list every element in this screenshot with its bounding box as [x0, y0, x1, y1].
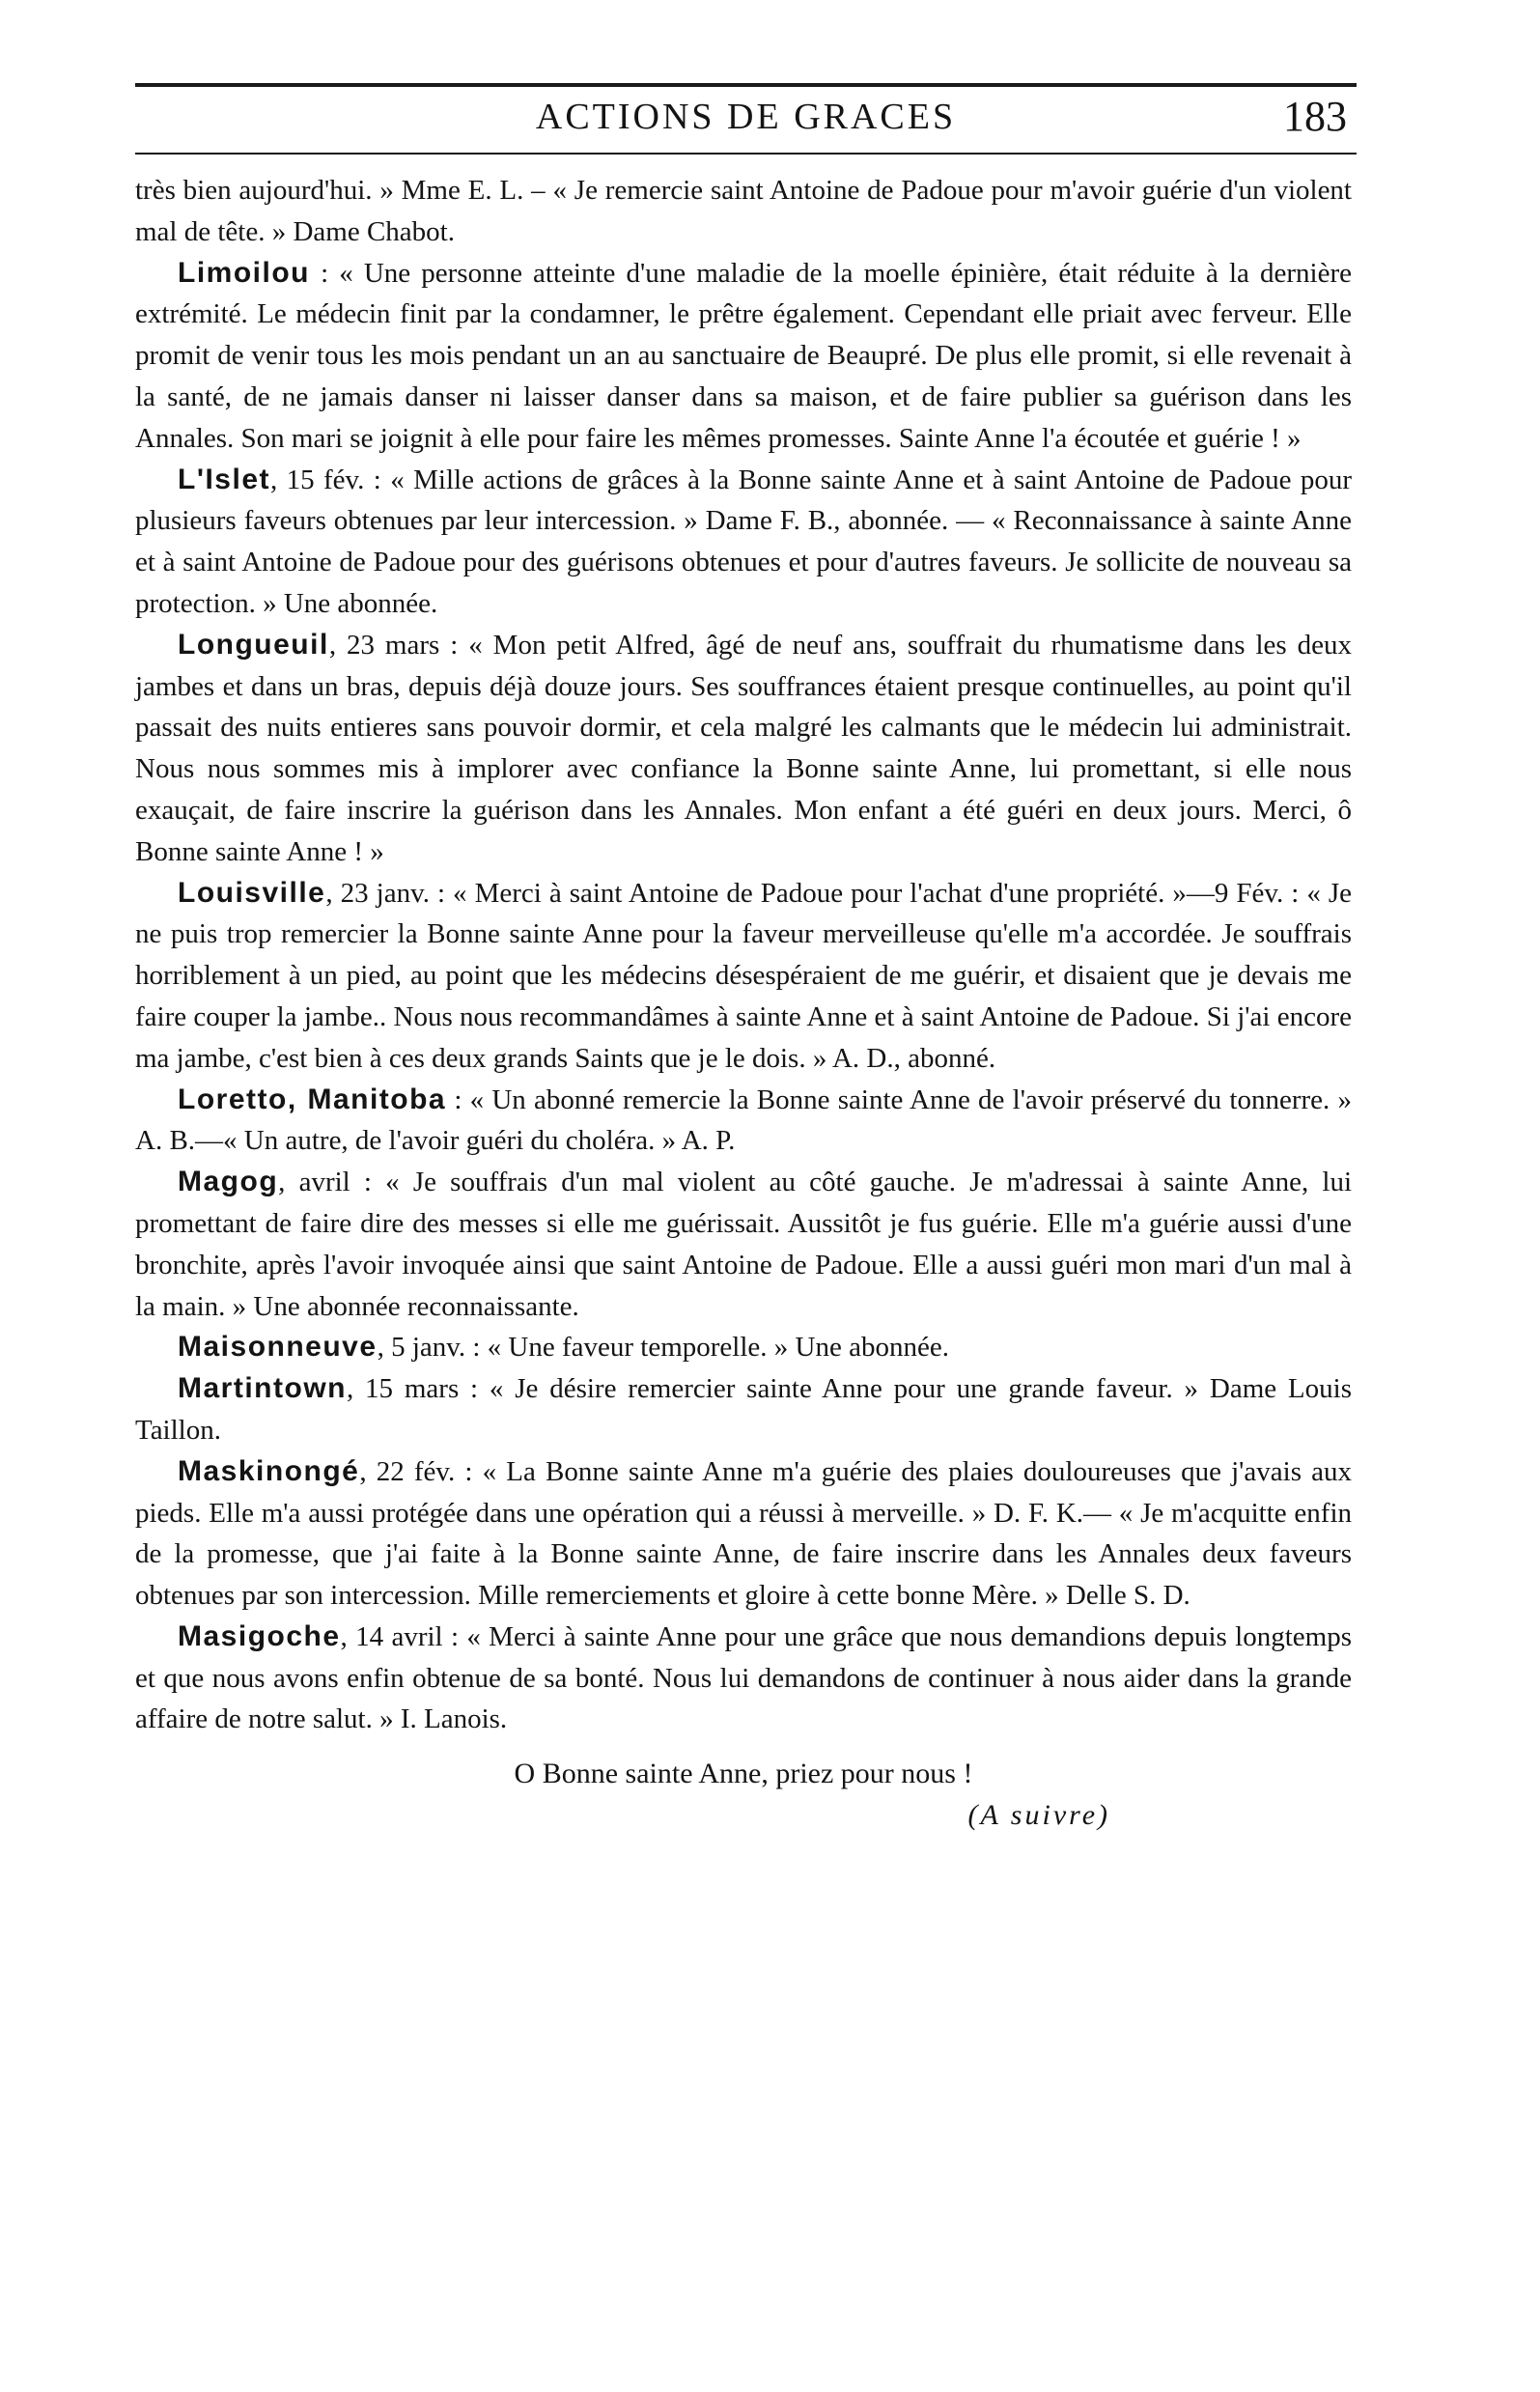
entry-louisville	[135, 873, 1352, 1080]
entry-text: : « Une personne atteinte d'une maladie de la moelle épinière, était réduite à la dernière extrémité. Le médecin finit par la condamner, le prêtre également. Cependant elle priait avec ferveur. Elle promit de venir tous les mois pendant un an au sanctuaire de Beaupré. De plus elle promit, si elle revenait à la santé, de ne jamais danser ni laisser danser dans sa maison, et de faire publier sa guérison dans les Annales. Son mari se joignit à elle pour faire les mêmes promesses. Sainte Anne l'a écoutée et guérie ! »	[135, 257, 1352, 454]
entry-place: Longueuil	[178, 628, 329, 661]
entry-place: Louisville	[178, 876, 326, 909]
entry-lislet	[135, 460, 1352, 625]
article-body	[135, 170, 1352, 1837]
entry-text: : « Un abonné remercie la Bonne sainte Anne de l'avoir préservé du tonnerre. » A. B.—« Un autre, de l'avoir guéri du choléra. » A. P.	[135, 1083, 1352, 1157]
entry-text: , avril : « Je souffrais d'un mal violent au côté gauche. Je m'adressai à sainte Anne, lui promettant de faire dire des messes si elle me guérissait. Aussitôt je fus guérie. Elle m'a guérie aussi d'une bronchite, après l'avoir invoquée ainsi que saint Antoine de Padoue. Elle a aussi guéri mon mari d'un mal à la main. » Une abonnée reconnaissante.	[135, 1167, 1352, 1322]
entry-text: , 15 fév. : « Mille actions de grâces à la Bonne sainte Anne et à saint Antoine de Padoue pour plusieurs faveurs obtenues par leur intercession. » Dame F. B., abonnée. — « Reconnaissance à sainte Anne et à saint Antoine de Padoue pour des guérisons obtenues et pour d'autres faveurs. Je sollicite de nouveau sa protection. » Une abonnée.	[135, 464, 1352, 619]
entry-masigoche	[135, 1617, 1352, 1740]
entry-text: , 15 mars : « Je désire remercier sainte Anne pour une grande faveur. » Dame Louis Taillon.	[135, 1373, 1352, 1446]
entry-martintown	[135, 1368, 1352, 1451]
header-top-rule	[135, 83, 1357, 87]
entry-place: Martintown	[178, 1372, 347, 1405]
closing-prayer: O Bonne sainte Anne, priez pour nous !	[514, 1758, 973, 1790]
header-bottom-rule	[135, 153, 1357, 155]
running-title: ACTIONS DE GRACES	[535, 97, 957, 137]
entry-text: , 22 fév. : « La Bonne sainte Anne m'a guérie des plaies douloureuses que j'avais aux pieds. Elle m'a aussi protégée dans une opération qui a réussi à merveille. » D. F. K.— « Je m'acquitte enfin de la promesse, que j'ai faite à la Bonne sainte Anne, de faire inscrire dans les Annales deux faveurs obtenues par son intercession. Mille remerciements et gloire à cette bonne Mère. » Delle S. D.	[135, 1455, 1352, 1612]
entry-loretto	[135, 1080, 1352, 1163]
entry-place: Loretto, Manitoba	[178, 1083, 447, 1115]
entry-maisonneuve	[135, 1327, 1352, 1368]
entry-text: très bien aujourd'hui. » Mme E. L. – « Je remercie saint Antoine de Padoue pour m'avoir guérie d'un violent mal de tête. » Dame Chabot.	[135, 175, 1352, 247]
entry-longueuil	[135, 625, 1352, 873]
entry-place: Maisonneuve	[178, 1331, 378, 1364]
entry-limoilou	[135, 253, 1352, 460]
entry-text: , 14 avril : « Merci à sainte Anne pour une grâce que nous demandions depuis longtemps et que nous avons enfin obtenue de sa bonté. Nous lui demandons de continuer à nous aider dans la grande affaire de notre salut. » I. Lanois.	[135, 1620, 1352, 1735]
entry-text: , 23 mars : « Mon petit Alfred, âgé de neuf ans, souffrait du rhumatisme dans les deux jambes et dans un bras, depuis déjà douze jours. Ses souffrances étaient presque continuelles, au point qu'il passait des nuits entieres sans pouvoir dormir, et cela malgré les calmants que le médecin lui administrait. Nous nous sommes mis à implorer avec confiance la Bonne sainte Anne, lui promettant, si elle nous exauçait, de faire inscrire la guérison dans les Annales. Mon enfant a été guéri en deux jours. Merci, ô Bonne sainte Anne ! »	[135, 629, 1352, 867]
entry-place: Masigoche	[178, 1619, 341, 1652]
entry-place: Magog	[178, 1166, 279, 1198]
entry-maskinonge	[135, 1451, 1352, 1617]
entry-place: Limoilou	[178, 256, 310, 289]
entry-continuation	[135, 170, 1352, 253]
entry-magog	[135, 1162, 1352, 1327]
continued-note: (A suivre)	[967, 1799, 1110, 1832]
page-number: 183	[1283, 93, 1347, 140]
entry-text: , 5 janv. : « Une faveur temporelle. » Une abonnée.	[377, 1332, 949, 1364]
entry-place: L'Islet	[178, 463, 270, 495]
entry-text: , 23 janv. : « Merci à saint Antoine de Padoue pour l'achat d'une propriété. »—9 Fév. : « Je ne puis trop remercier la Bonne sainte Anne pour la faveur merveilleuse qu'elle m'a accordée. Je souffrais horriblement à un pied, au point que les médecins désespéraient de me guérir, et disaient que je devais me faire couper la jambe.. Nous nous recommandâmes à sainte Anne et à saint Antoine de Padoue. Si j'ai encore ma jambe, c'est bien à ces deux grands Saints que je le dois. » A. D., abonné.	[135, 877, 1352, 1074]
entry-place: Maskinongé	[178, 1454, 360, 1487]
